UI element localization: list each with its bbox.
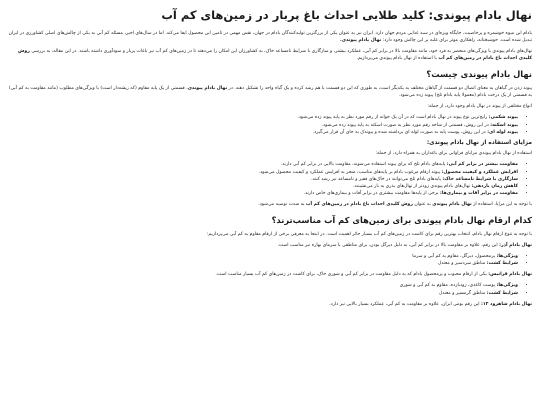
section-2-heading: کدام ارقام نهال بادام پیوندی برای زمین‌های کم آب مناسب‌ترند؟ [271, 215, 532, 226]
variety-text: این رقم، علاوه بر مقاومت بالا در برابر کم آبی، به دلیل دیرگل بودن، برای مناطقی با سرمای بهاره نیز مناسب است. [277, 243, 500, 248]
list-item-text: پیوند ارقام مرغوب بادام بر پایه‌های مناسب، منجر به افزایش عملکرد و کیفیت محصول می‌شود. [258, 169, 442, 175]
s1-p4-strong2: روش کلیدی احداث باغ بادام در زمین‌های کم آب [305, 202, 413, 207]
list-item [8, 190, 518, 197]
s1-p4-a: با توجه به این مزایا، استفاده از [473, 202, 532, 207]
section-1-conclusion [8, 201, 532, 208]
list-item-text: پایه‌های بادام تلخ می‌توانند در خاک‌های فقیر و نامساعد نیز رشد کنند. [311, 176, 443, 182]
intro-paragraph-2 [8, 48, 532, 62]
section-2-paragraph-1: با توجه به تنوع ارقام نهال بادام، انتخاب بهترین رقم برای کاشت در زمین‌های کم آب بسیار حائز اهمیت است. در اینجا به معرفی برخی از ارقام مقاوم به کم آبی می‌پردازیم: [206, 231, 532, 237]
list-item-strong: پیوند لوله ای: [487, 129, 518, 135]
list-item-strong: ویژگی‌ها: [496, 283, 518, 289]
variety-label: نهال بادام فرانیس: [488, 272, 532, 278]
list-item [8, 253, 518, 260]
list-item-text: برخی از پایه‌ها مقاومت بیشتری در برابر آفات و بیماری‌های خاص دارند. [303, 190, 441, 196]
variety-azar-list [8, 253, 532, 267]
s1-p4-b: به عنوان [414, 202, 431, 207]
list-item [8, 169, 518, 176]
s1-p1-text: پیوند زدن در گیاهان به معنای اتصال دو قسمت از گیاهان مختلف به یکدیگر است، به طوری که این دو قسمت با هم رشد کرده و یک گیاه واحد را تشکیل دهند. در [228, 86, 532, 92]
list-item [8, 290, 518, 297]
list-item-text: مناطق سردسیر و معتدل [437, 261, 487, 267]
list-item-strong: شرایط کشت: [486, 261, 518, 267]
list-item-text: در این روش، پوست پایه به صورت لوله ای برداشته شده و پیوندک به جای آن قرار می‌گیرد. [312, 129, 488, 135]
variety-label: نهال بادام آذر: [499, 243, 532, 248]
list-item [8, 260, 518, 267]
benefits-subheading: مزایای استفاده از نهال بادام پیوندی: [426, 139, 532, 146]
list-item-strong: سازگاری با شرایط نامساعد خاک: [442, 176, 518, 182]
list-item [8, 282, 518, 289]
variety-text: یکی از ارقام محبوب و پرمحصول بادام که به دلیل مقاومت در برابر کم آبی و شوری خاک، برای کاشت در زمین‌های کم آب بسیار مناسب است. [215, 272, 489, 278]
list-item-text: پرمحصول، دیرگل، مقاوم به کم آبی و سرما [412, 254, 497, 260]
intro-2-strong: روش کلیدی احداث باغ بادام در زمین‌های کم آب [18, 49, 532, 62]
section-1-paragraph-2: انواع مختلفی از پیوند در نهال بادام وجود دارد، از جمله: [427, 104, 532, 110]
list-item-strong: شرایط کشت: [486, 290, 518, 296]
intro-2-text: نهال‌های بادام پیوندی با ویژگی‌های منحصر به فرد خود، مانند مقاومت بالا در برابر کم آبی، عملکرد بیشتر، و سازگاری با شرایط نامساعد خاک، به کشاورزان این امکان را می‌دهند تا در زمین‌های کم آب نیز باغات پربار و سودآوری داشته باشند. در این مقاله، به بررسی [31, 49, 532, 55]
list-item-strong: افزایش عملکرد و کیفیت محصول: [441, 169, 518, 175]
list-item-strong: مقاومت در برابر آفات و بیماری‌ها: [440, 190, 518, 196]
variety-text: این رقم بومی ایران، علاوه بر مقاومت به کم آبی، عملکرد بسیار بالایی نیز دارد. [329, 301, 482, 307]
benefits-intro: استفاده از نهال بادام پیوندی مزایای فراوانی برای باغداران به همراه دارد، از جمله: [375, 151, 532, 157]
intro-2-end: با استفاده از نهال بادام پیوندی می‌پردازیم. [356, 56, 437, 62]
list-item-text: در این روش، قسمتی از شاخه رقم مورد نظر به صورت اسکنه به پایه پیوند زده می‌شود. [321, 122, 491, 128]
list-item-text: پایه‌های بادام تلخ که برای پیوند استفاده می‌شوند، مقاومت بالایی در برابر کم آبی دارند. [280, 162, 447, 168]
list-item-strong: پیوند شکمی: [488, 115, 518, 121]
list-item-text: رایج‌ترین نوع پیوند در نهال بادام است که در آن یک جوانه از رقم مورد نظر به پایه پیوند زده می‌شود. [297, 115, 489, 121]
benefits-list [8, 161, 532, 197]
s1-p1-strong: نهال بادام پیوندی [187, 86, 228, 92]
s1-p1-end: ، قسمتی از یک پایه مقاوم (که ریشه‌دار است) با ویژگی‌های مطلوب (مانند مقاومت به کم آبی) به قسمتی از یک درخت بادام (معمولا پایه بادام تلخ) پیوند زده می‌شود. [8, 86, 532, 99]
s1-p4-strong: نهال بادام پیوندی [432, 202, 472, 207]
list-item-strong: پیوند اسکنه: [490, 122, 518, 128]
list-item [8, 161, 518, 168]
variety-ferragnes [8, 271, 532, 278]
list-item-text: نهال‌های بادام پیوندی زودتر از نهال‌های بذری به بار می‌نشینند. [352, 183, 472, 189]
variety-ferragnes-list [8, 282, 532, 296]
list-item-strong: ویژگی‌ها: [496, 254, 518, 260]
variety-shahrood [8, 301, 532, 308]
list-item [8, 122, 518, 129]
list-item [8, 183, 518, 190]
list-item [8, 129, 518, 136]
list-item-strong: کاهش زمان باردهی: [471, 183, 518, 189]
intro-1-strong: نهال بادام پیوندی. [340, 38, 382, 44]
section-1-paragraph-1 [8, 85, 532, 99]
section-1-heading: نهال بادام پیوندی چیست؟ [426, 69, 532, 80]
s1-p4-end: به شدت توصیه می‌شود. [258, 202, 305, 207]
list-item-strong: مقاومت بیشتر در برابر کم آبی: [446, 162, 518, 168]
list-item [8, 176, 518, 183]
graft-types-list [8, 114, 532, 135]
list-item-text: پوست کاغذی، زودبازده، مقاوم به کم آبی و شوری [399, 283, 497, 289]
list-item-text: مناطق گرمسیر و معتدل [438, 290, 487, 296]
variety-azar [8, 242, 532, 249]
variety-label: نهال بادام شاهرود ۱۲: [481, 301, 532, 307]
article-title: نهال بادام پیوندی: کلید طلایی احداث باغ پربار در زمین‌های کم آب [161, 8, 532, 22]
list-item [8, 114, 518, 121]
intro-1-text: بادام این میوه خوشمزه و پرخاصیت، جایگاه ویژه‌ای در سبد غذایی مردم جهان دارد. ایران نیز به عنوان یکی از بزرگترین تولیدکنندگان بادام در جهان، نقش مهمی در تامین این محصول ایفا می‌کند. اما در سال‌های اخیر، مسئله کم آبی به یکی از چالش‌های اصلی کشاورزی در ایران تبدیل شده است. خوشبختانه، راهکاری موثر برای غلبه بر این چالش وجود دارد: [8, 30, 532, 44]
intro-paragraph-1 [8, 30, 532, 44]
